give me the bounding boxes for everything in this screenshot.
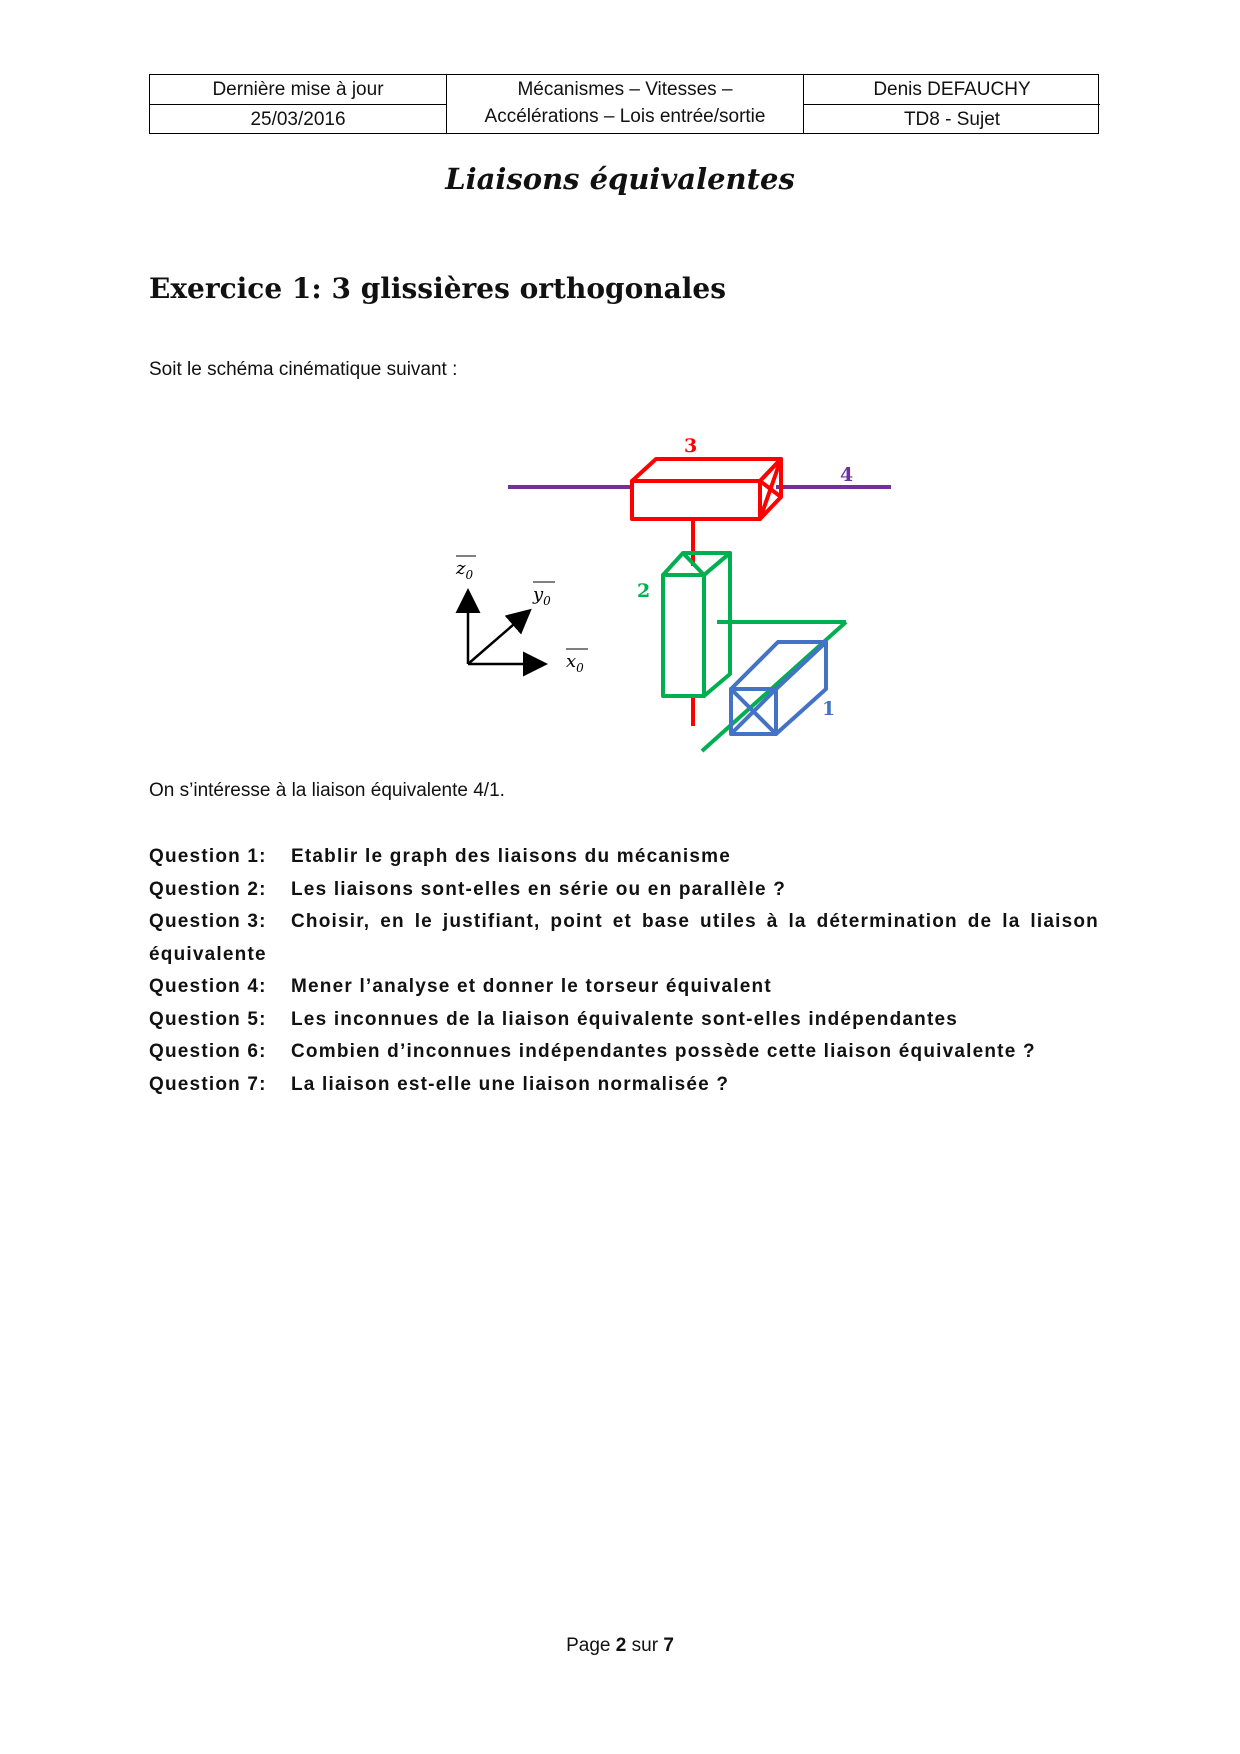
question-item (149, 1069, 1099, 1102)
author-name: Denis DEFAUCHY (873, 78, 1031, 100)
question-text: Choisir, en le justifiant, point et base utiles à la détermination de la liaison équivalente (149, 911, 1099, 965)
course-title-line1: Mécanismes – Vitesses – (517, 79, 733, 100)
part-3-block (632, 459, 781, 726)
last-update-date: 25/03/2016 (250, 108, 346, 130)
question-text: Etablir le graph des liaisons du mécanisme (291, 846, 732, 867)
page-footer (0, 1635, 1240, 1657)
question-item (149, 841, 1099, 874)
part-label-4: 4 (840, 464, 854, 486)
question-number: Question 5: (149, 1008, 267, 1030)
question-item (149, 874, 1099, 907)
question-number: Question 2: (149, 878, 267, 900)
intro-text: Soit le schéma cinématique suivant : (149, 359, 458, 380)
question-number: Question 1: (149, 846, 267, 867)
question-text: Mener l’analyse et donner le torseur équivalent (291, 976, 772, 997)
question-number: Question 4: (149, 976, 267, 997)
question-text: Les inconnues de la liaison équivalente sont-elles indépendantes (291, 1008, 959, 1030)
question-text: Combien d’inconnues indépendantes possède cette liaison équivalente ? (291, 1041, 1036, 1062)
followup-text: On s’intéresse à la liaison équivalente 4/1. (149, 780, 505, 801)
question-item (149, 971, 1099, 1004)
axes-frame (468, 593, 543, 664)
page-total: 7 (663, 1635, 674, 1656)
question-number: Question 6: (149, 1041, 267, 1062)
question-item (149, 1036, 1099, 1069)
question-number: Question 7: (149, 1073, 267, 1095)
header-table (149, 74, 1099, 134)
part-label-1: 1 (822, 698, 836, 720)
y-axis-arrow (468, 612, 528, 664)
question-text: La liaison est-elle une liaison normalisée ? (291, 1073, 730, 1095)
z-axis-label: $z_0$ (456, 558, 474, 582)
y-axis-label: $y_0$ (533, 584, 551, 608)
page-label: Page (566, 1635, 611, 1656)
part-label-3: 3 (684, 435, 698, 457)
part-1-block (731, 642, 826, 734)
x-axis-label: $x_0$ (566, 651, 584, 675)
exercise-title: Exercice 1: 3 glissières orthogonales (149, 272, 726, 305)
doc-id: TD8 - Sujet (903, 108, 1001, 130)
kinematic-diagram (440, 425, 910, 765)
part-label-2: 2 (637, 580, 651, 602)
of-label: sur (631, 1635, 659, 1656)
question-list (149, 841, 1099, 1101)
course-title-line2: Accélérations – Lois entrée/sortie (484, 106, 766, 127)
question-item (149, 906, 1099, 971)
question-text: Les liaisons sont-elles en série ou en parallèle ? (291, 878, 787, 900)
question-number: Question 3: (149, 911, 267, 932)
question-item (149, 1004, 1099, 1037)
page-number: 2 (615, 1635, 627, 1656)
document-title: Liaisons équivalentes (445, 162, 795, 196)
last-update-label: Dernière mise à jour (212, 78, 384, 100)
part-2-column (663, 553, 846, 751)
